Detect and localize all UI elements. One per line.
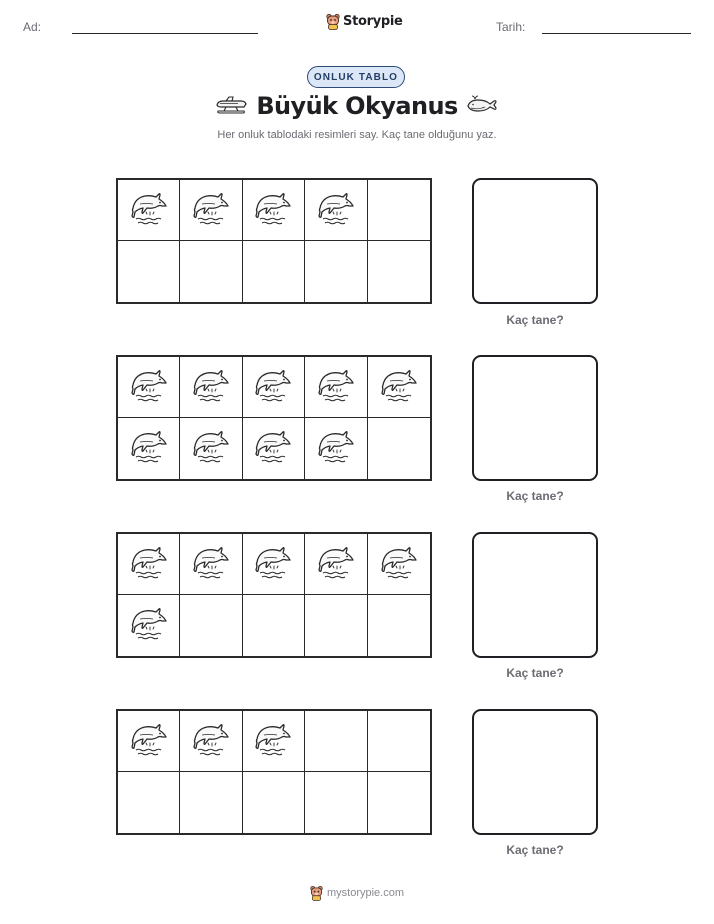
frame-cell (118, 180, 180, 241)
frame-cell (118, 241, 180, 302)
dolphin-icon (129, 426, 169, 471)
dolphin-icon (253, 365, 293, 410)
dolphin-icon (316, 365, 356, 410)
frame-cell (118, 595, 180, 656)
frame-cell (305, 595, 367, 656)
frame-cell (305, 241, 367, 302)
whale-icon (466, 95, 498, 115)
frame-cell (368, 595, 430, 656)
frame-cell (368, 241, 430, 302)
dolphin-icon (191, 542, 231, 587)
frame-cell (243, 180, 305, 241)
dolphin-icon (253, 542, 293, 587)
frame-cell (243, 595, 305, 656)
name-field[interactable] (72, 33, 258, 34)
frame-cell (305, 772, 367, 833)
frame-cell (118, 357, 180, 418)
ten-frame-1 (116, 178, 432, 304)
frame-cell (118, 772, 180, 833)
worksheet-type-badge: ONLUK TABLO (307, 66, 405, 88)
brand-logo (326, 13, 403, 30)
frame-cell (118, 711, 180, 772)
dolphin-icon (316, 188, 356, 233)
bear-mascot-icon (310, 885, 323, 901)
dolphin-icon (129, 542, 169, 587)
dolphin-icon (129, 365, 169, 410)
frame-cell (243, 241, 305, 302)
answer-label-4: Kaç tane? (506, 843, 564, 857)
dolphin-icon (191, 426, 231, 471)
dolphin-icon (379, 542, 419, 587)
frame-cell (305, 180, 367, 241)
date-field[interactable] (542, 33, 691, 34)
answer-label-1: Kaç tane? (506, 313, 564, 327)
frame-cell (368, 711, 430, 772)
frame-cell (180, 595, 242, 656)
frame-cell (180, 772, 242, 833)
dolphin-icon (253, 719, 293, 764)
frame-cell (243, 711, 305, 772)
answer-label-2: Kaç tane? (506, 489, 564, 503)
frame-cell (243, 418, 305, 479)
frame-cell (180, 357, 242, 418)
frame-cell (368, 418, 430, 479)
frame-cell (368, 772, 430, 833)
dolphin-icon (316, 542, 356, 587)
bear-mascot-icon (326, 13, 340, 30)
frame-cell (243, 357, 305, 418)
frame-cell (368, 534, 430, 595)
answer-label-3: Kaç tane? (506, 666, 564, 680)
frame-cell (243, 534, 305, 595)
frame-cell (305, 418, 367, 479)
frame-cell (180, 711, 242, 772)
dolphin-icon (253, 426, 293, 471)
frame-cell (118, 418, 180, 479)
answer-box-1[interactable] (472, 178, 598, 304)
frame-cell (180, 241, 242, 302)
frame-cell (180, 418, 242, 479)
answer-box-3[interactable] (472, 532, 598, 658)
ten-frame-3 (116, 532, 432, 658)
frame-cell (305, 357, 367, 418)
answer-box-4[interactable] (472, 709, 598, 835)
page-title: Büyük Okyanus (256, 92, 458, 120)
name-label: Ad: (23, 20, 42, 34)
frame-cell (180, 534, 242, 595)
frame-cell (305, 534, 367, 595)
footer (0, 885, 714, 901)
dolphin-icon (129, 603, 169, 648)
dolphin-icon (191, 365, 231, 410)
frame-cell (368, 357, 430, 418)
dolphin-icon (316, 426, 356, 471)
ten-frame-2 (116, 355, 432, 481)
answer-box-2[interactable] (472, 355, 598, 481)
brand-name: Storypie (343, 14, 403, 29)
dolphin-icon (129, 188, 169, 233)
dolphin-icon (191, 719, 231, 764)
frame-cell (368, 180, 430, 241)
date-label: Tarih: (496, 20, 526, 34)
ten-frame-4 (116, 709, 432, 835)
frame-cell (243, 772, 305, 833)
dolphin-icon (191, 188, 231, 233)
dolphin-icon (379, 365, 419, 410)
dolphin-icon (253, 188, 293, 233)
frame-cell (118, 534, 180, 595)
footer-url: mystorypie.com (326, 887, 405, 899)
frame-cell (180, 180, 242, 241)
instructions: Her onluk tablodaki resimleri say. Kaç tane olduğunu yaz. (217, 129, 497, 141)
dolphin-icon (129, 719, 169, 764)
frame-cell (305, 711, 367, 772)
